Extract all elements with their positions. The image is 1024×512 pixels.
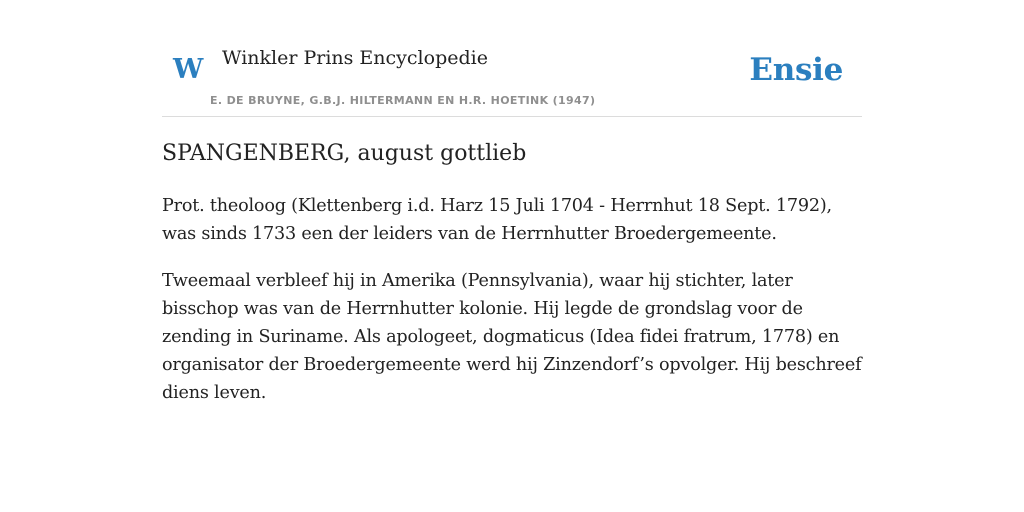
winkler-prins-logo[interactable]: W [173, 54, 204, 85]
page [162, 0, 862, 403]
entry-body [162, 192, 862, 426]
entry-paragraph: Tweemaal verbleef hij in Amerika (Pennsylvania), waar hij stichter, later bisschop was van de Herrnhutter kolonie. Hij legde de grondslag voor de zending in Suriname. Als apologeet, dogmaticus (Idea fidei fratrum, 1778) en organisator der Broedergemeente werd hij Zinzendorf’s opvolger. Hij beschreef diens leven. [162, 271, 862, 403]
book-title[interactable]: Winkler Prins Encyclopedie [222, 47, 488, 69]
entry-paragraph: Prot. theoloog (Klettenberg i.d. Harz 15 Juli 1704 - Herrnhut 18 Sept. 1792), was sinds 1733 een der leiders van de Herrnhutter Broedergemeente. [162, 196, 832, 244]
header [162, 0, 862, 117]
book-authors: E. DE BRUYNE, G.B.J. HILTERMANN EN H.R. HOETINK (1947) [210, 94, 596, 107]
entry-title: SPANGENBERG, august gottlieb [162, 141, 527, 166]
ensie-logo-link[interactable]: Ensie [749, 52, 843, 88]
